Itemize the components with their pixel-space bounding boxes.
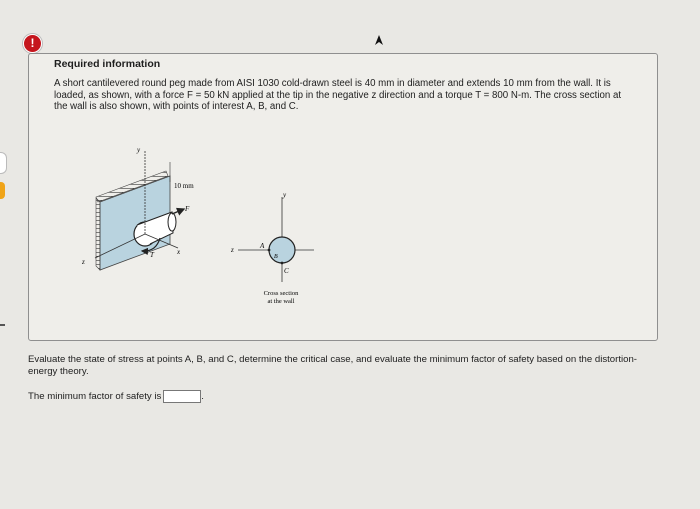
section-axis-z-label: z	[231, 246, 234, 254]
info-title: Required information	[54, 58, 161, 70]
peg-figure	[60, 92, 330, 322]
force-label: F	[185, 205, 190, 213]
caption-line2: at the wall	[267, 298, 295, 305]
safety-factor-input[interactable]	[163, 390, 201, 403]
cross-section	[230, 191, 314, 305]
side-marker	[0, 324, 5, 326]
point-b-label: B	[274, 254, 278, 260]
alert-icon: !	[23, 34, 42, 53]
section-axis-y-label: y	[283, 191, 287, 199]
question-text: Evaluate the state of stress at points A, B, and C, determine the critical case, and evaluate the minimum factor of safety based on the distortion-energy theory.	[28, 354, 637, 377]
dimension-label: 10 mm	[174, 182, 194, 190]
torque-label: T	[150, 251, 154, 259]
answer-row	[28, 390, 204, 403]
force-arrow	[172, 209, 184, 214]
side-tab-active[interactable]	[0, 182, 5, 199]
answer-label: The minimum factor of safety is	[28, 391, 162, 402]
axis-z-label: z	[82, 258, 85, 266]
info-text: A short cantilevered round peg made from AISI 1030 cold-drawn steel is 40 mm in diameter and extends 10 mm from the wall. It is loaded, as shown, with a force F = 50 kN applied at the tip in the negative z direction and a torque T = 800 N-m. The cross section at the wall is also shown, with points of interest A, B, and C.	[54, 78, 622, 113]
point-c-label: C	[284, 267, 289, 275]
answer-suffix: .	[201, 391, 204, 402]
caption-line1: Cross section	[263, 290, 299, 297]
point-a-label: A	[260, 242, 265, 250]
mouse-cursor-icon	[374, 34, 384, 46]
axis-y-label: y	[137, 146, 141, 154]
axis-x-label: x	[177, 248, 181, 256]
side-tab[interactable]	[0, 152, 7, 174]
